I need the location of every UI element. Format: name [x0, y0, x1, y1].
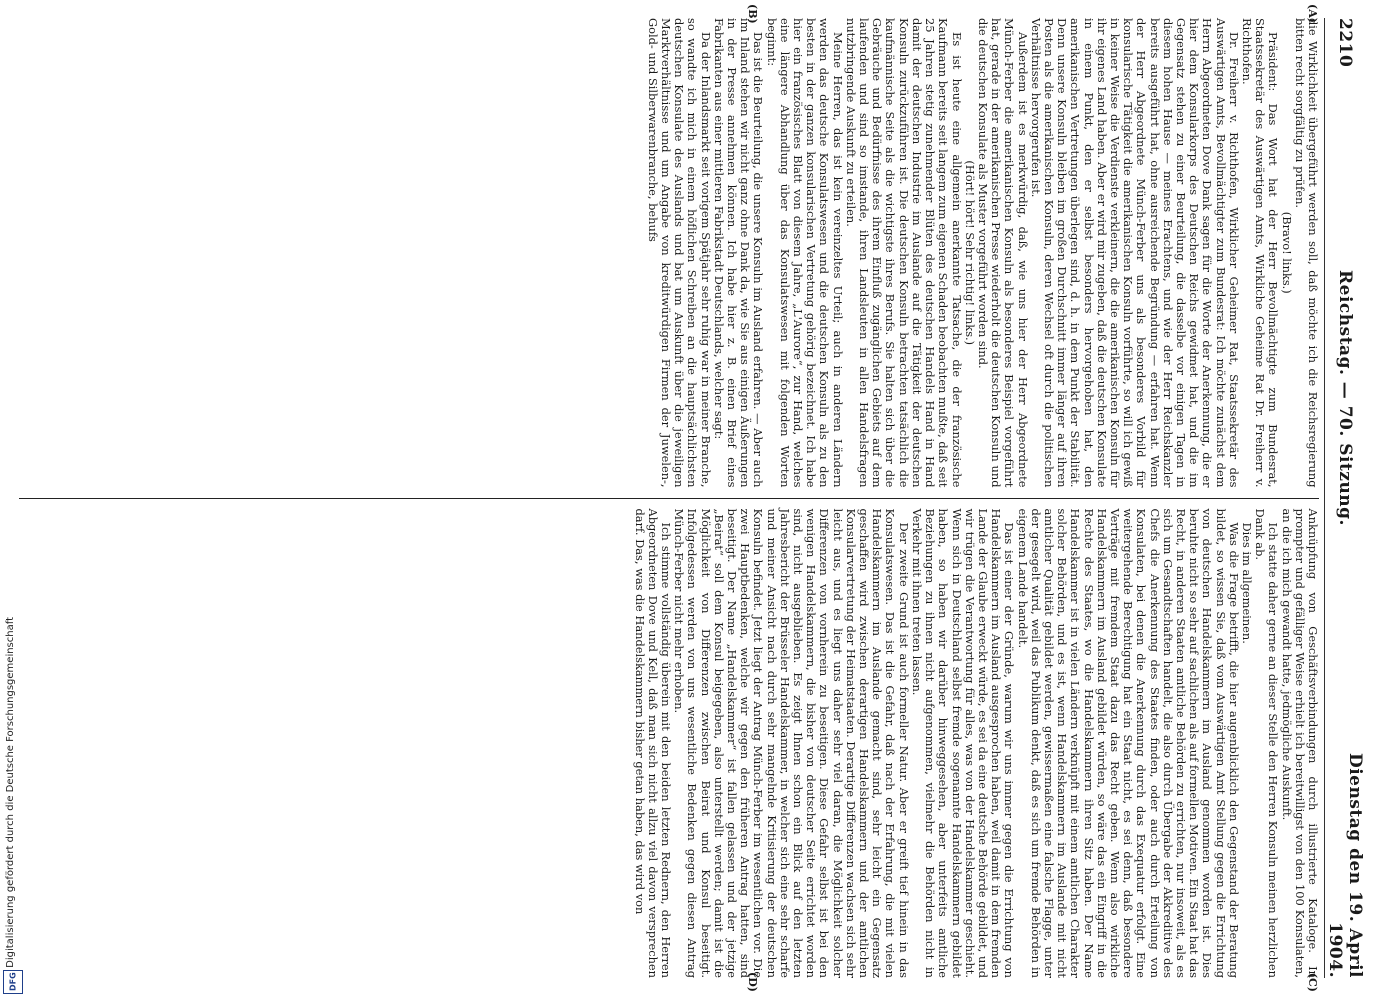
paragraph: Meine Herren, das ist kein vereinzeltes Urteil; auch in anderen Ländern werden das deutsche Konsulatswesen und die deutschen Konsuln als zu den besten in der ganzen konsularischen Vertretung gehörig bezeichnet. Ich habe hier ein französisches Blatt von diesem Jahre, „L'Aurore“, zur Hand, welches eine längere Abhandlung über das Konsulatswesen mit folgenden Worten beginnt: — [764, 18, 845, 488]
margin-marker-d: (D) — [746, 972, 759, 992]
paragraph: Das ist einer der Gründe, warum wir uns immer gegen die Errichtung von Handelskammern im Ausland ausgesprochen haben, weil damit in dem fremden Lande der Glaube erweckt würde, es sei da eine deutsche Behörde gebildet, und wir trügen die Verantwortung für alles, was von der Handelskammer geschieht. Wenn sich in Deutschland selbst fremde sogenannte Handelskammern gebildet haben, so haben wir darüber hinweggesehen, aber unterfeits amtliche Beziehungen zu ihnen nicht aufgenommen, vielmehr die Behörden nicht in Verkehr mit ihnen treten lassen. — [909, 508, 1017, 978]
right-column — [19, 499, 1320, 992]
digitization-credit: Digitalisierung gefördert durch die Deutsche Forschungsgemeinschaft — [5, 617, 16, 968]
paragraph: Was die Frage betrifft, die hier augenblicklich den Gegenstand der Beratung bildet, so wissen Sie, daß vom Auswärtigen Amt Stellung gegen die Errichtung von deutschen Handelskammern im Ausland genommen worden ist. Dies beruhte nicht so sehr auf sachlichen als auf formellen Motiven. Ein Staat hat das Recht, in anderen Staaten amtliche Behörden zu errichten, nur insoweit, als es sich um Gesandtschaften handelt, die also durch Übergabe der Akkreditive des Chefs die Anerkennung des Staates finden, oder auch durch Erteilung von Konsulaten, bei denen die Anerkennung durch das Exequatur erfolgt. Eine weitergehende Berechtigung hat ein Staat nicht, es sei denn, daß besondere Verträge mit fremdem Staat dazu das Recht geben. Wenn also wirkliche Handelskammern im Ausland gebildet würden, so wäre das ein Eingriff in die Rechte des Staates, wo die Handelskammern ihren Sitz haben. Der Name Handelskammer ist in vielen Ländern verknüpft mit einem amtlichen Charakter solcher Behörden, und es ist, wenn Handelskammern im Auslande mit nicht amtlicher Qualität gebildet werden, gewissermaßen eine falsche Flagge, unter der gesegelt wird, weil das Publikum denkt, daß es sich um fremde Behörden in eigenem Lande handelt. — [1015, 508, 1241, 978]
text-columns — [19, 4, 1320, 992]
quotation: Da der Inlandsmarkt seit vorigem Spätjahr sehr ruhig war in meiner Branche, so wandte ich mich in einem höflichen Schreiben an die hauptsächlichsten deutschen Konsulate des Auslands und bat um Auskunft über die jeweiligen Marktverhältnisse und um Angabe von kreditwürdigen Firmen der Juwelen-, Gold- und Silberwarenbranche, behufs — [645, 18, 713, 488]
paragraph: Ich stimme vollständig überein mit den beiden letzten Rednern, den Herren Abgeordneten Dove und Kell, daß man sich nicht allzu viel davon versprechen darf. Das, was die Handelskammern bisher getan haben, das wird von — [632, 508, 674, 978]
quotation: Anknüpfung von Geschäftsverbindungen durch illustrierte Kataloge. In prompter und gefälliger Weise erhielt ich bereitwilligst von den 100 Konsulaten, an die ich mich gewandt hatte, jedmögliche Auskunft. — [1279, 508, 1320, 978]
paragraph: die Wirklichkeit übergeführt werden soll, daß möchte ich die Reichsregierung bitten recht sorgfältig zu prüfen. — [1292, 18, 1320, 488]
speaker-paragraph: Präsident: Das Wort hat der Herr Bevollmächtigte zum Bundesrat, Staatssekretär des Auswärtigen Amts, Wirkliche Geheime Rat Dr. Freiherr v. Richthofen. — [1239, 18, 1281, 488]
margin-marker-b: (B) — [746, 4, 759, 24]
session-title: Reichstag. — 70. Sitzung. — [1335, 270, 1355, 526]
margin-marker-a: (A) — [1306, 4, 1319, 23]
speaker-paragraph: Dr. Freiherr v. Richthofen, Wirklicher Geheimer Rat, Staatssekretär des Auswärtigen Amts, Bevollmächtigter zum Bundesrat: Ich möchte zunächst dem Herrn Abgeordneten Dove Dank sagen für die Worte der Anerkennung, die er hier dem Konsularkorps des Deutschen Reichs gewidmet hat, und die im Gegensatz stehen zu einer Beurteilung, die dasselbe vor einigen Tagen in diesem hohen Hause — meines Erachtens, und wie der Herr Reichskanzler bereits ausgeführt hat, ohne ausreichende Begründung — erfahren hat. Wenn der Herr Abgeordnete Münch-Ferber uns als besonderes Vorbild für konsularische Tätigkeit die amerikanischen Konsuln vorführte, so will ich gewiß in keiner Weise die Verdienste verkleinern, die die amerikanischen Konsuln für ihr eigenes Land haben. Aber er wird mir zugeben, daß die deutschen Konsulate in einem Punkt, den er selbst besonders hervorgehoben hat, den amerikanischen Vertretungen überlegen sind, d. h. in dem Punkt der Stabilität. Denn unsere Konsuln bleiben im großen Durchschnitt immer länger auf ihren Posten als die amerikanischen Konsuln, deren Wechsel oft durch die politischen Verhältnisse hervorgerufen ist. — [1028, 18, 1241, 488]
paragraph: Außerdem ist es merkwürdig, daß, wie uns hier der Herr Abgeordnete Münch-Ferber die amerikanischen Konsuln als besonderes Beispiel vorgeführt hat, gerade in der amerikanischen Presse wiederholt die deutschen Konsuln und die deutschen Konsulate als Muster vorgeführt worden sind. — [975, 18, 1030, 488]
paragraph: Das ist die Beurteilung, die unsere Konsuln im Ausland erfahren. — Aber auch im Inland stehen wir nicht ganz ohne Dank da, wie Sie aus einigen Äußerungen in der Presse annehmen können. Ich habe hier z. B. einen Brief eines Fabrikanten aus einer mittleren Fabrikstadt Deutschlands, welcher sagt: — [711, 18, 766, 488]
paragraph: Dies im allgemeinen. — [1239, 522, 1254, 644]
session-date: Dienstag den 19. April 1904. — [1325, 752, 1365, 978]
quotation: Es ist heute eine allgemein anerkannte Tatsache, die der französische Kaufmann bereits seit langem zum eigenen Schaden beobachten mußte, daß seit 25 Jahren stetig zunehmender Blüten des deutschen Handels Hand in Hand damit der deutschen Industrie im Auslande auf die Tätigkeit der deutschen Konsuln zurückzuführen ist. Die deutschen Konsuln betrachten tatsächlich die kaufmännische Seite als die wichtigste ihres Berufs. Sie halten sich über die Gebräuche und Bedürfnisse des ihrem Einfluß zugänglichen Gebiets auf dem laufenden und sind so imstande, ihren Landsleuten in allen Handelsfragen nutzbringende Auskunft zu erteilen. — [843, 18, 964, 488]
paragraph: Der zweite Grund ist auch formeller Natur. Aber er greift tief hinein in das Konsulatswesen. Das ist die Gefahr, daß nach der Erfahrung, die mit vielen Handelskammern im Auslande gemacht sind, sehr leicht ein Gegensatz geschaffen wird zwischen derartigen Handelskammern und der amtlichen Konsularvertretung der Heimatstaaten. Derartige Differenzen wachsen sich sehr leicht aus, und es liegt uns daher sehr viel daran, die Möglichkeit solcher Differenzen von vornherein zu beseitigen. Diese Gefahr selbst ist bei den wenigen Handelskammern, die bisher von deutscher Seite errichtet worden sind, nicht ausgeblieben. Es zeigt Ihnen schon ein Blick auf den letzten Jahresbericht der Brüsseler Handelskammer, in welcher sich eine sehr scharfe und meiner Ansicht nach durch sehr mangelnde Kritisierung der deutschen Konsuln befindet. Jetzt liegt der Antrag Münch-Ferber im wesentlichen vor. Die zwei Hauptbedenken, welche wir gegen den früheren Antrag hatten, sind beseitigt. Der Name „Handelskammer“ ist fallen gelassen und der jetzige „Beirat“ soll dem Konsul beigegeben, also unterstellt werden; damit ist die Möglichkeit von Differenzen zwischen Beirat und Konsul beseitigt. Infolgedessen werden von uns wesentliche Bedenken gegen diesen Antrag Münch-Ferber nicht mehr erhoben. — [672, 508, 911, 978]
left-column — [19, 4, 1320, 498]
interjection: (Bravo! links.) — [1279, 211, 1294, 294]
interjection: (Hört! hört! Sehr richtig! links.) — [962, 160, 977, 346]
quotation: Ich statte daher gerne an dieser Stelle den Herren Konsuln meinen herzlichen Dank ab. — [1253, 508, 1281, 978]
margin-marker-c: (C) — [1306, 972, 1319, 992]
dfg-logo: DFG — [3, 970, 23, 994]
page-header — [1324, 18, 1365, 978]
page-number: 2210 — [1335, 18, 1355, 68]
